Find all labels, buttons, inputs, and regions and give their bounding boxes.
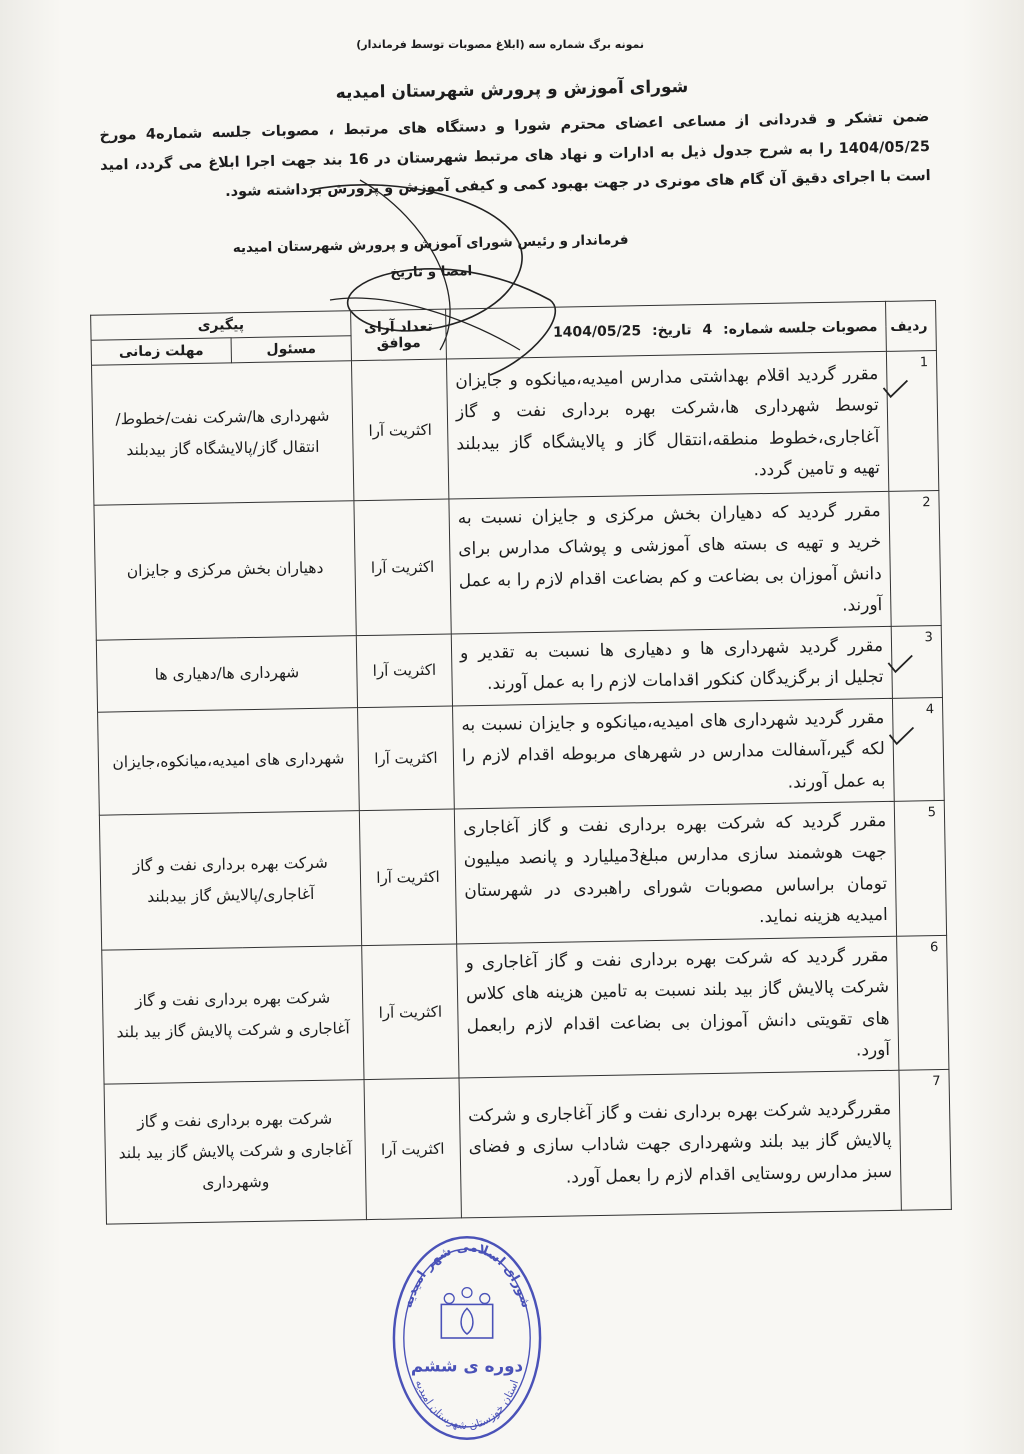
resolution-text: مقرر گردید اقلام بهداشتی مدارس امیدیه،میانکوه و جایزان توسط شهرداری ها،شرکت بهره برداری نفت و گاز آغاجاری،خطوط منطقه،انتقال گاز و پالایشگاه گاز بیدبلند تهیه و تامین گردد. bbox=[446, 351, 888, 499]
row-number: 6 bbox=[897, 935, 949, 1071]
row-number: 1 bbox=[886, 351, 938, 492]
sign-date-label: امضا و تاریخ bbox=[390, 263, 473, 282]
responsible-party: شهرداری ها/شرکت نفت/خطوط/انتقال گاز/پالایشگاه گاز بیدبلند bbox=[92, 361, 354, 506]
session-date: 1404/05/25 bbox=[552, 322, 642, 341]
responsible-party: شهرداری های امیدیه،میانکوه،جایزان bbox=[98, 707, 360, 815]
check-mark-icon bbox=[881, 377, 909, 399]
header-resolutions-label: مصوبات جلسه شماره: bbox=[722, 318, 878, 338]
table-row bbox=[99, 800, 946, 949]
responsible-party: دهیاران بخش مرکزی و جایزان bbox=[94, 501, 356, 640]
responsible-party: شرکت بهره برداری نفت و گاز آغاجاری و شرکت پالایش گاز بید بلند bbox=[102, 945, 364, 1084]
session-number: 4 bbox=[702, 321, 713, 338]
resolution-text: مقرر گردید شهرداری ها و دهیاری ها نسبت به تقدیر و تجلیل از برگزیدگان کنکور اقدامات لازم را به عمل آورند. bbox=[451, 626, 892, 706]
table-body bbox=[92, 351, 952, 1225]
council-title: شورای آموزش و پرورش شهرستان امیدیه bbox=[335, 76, 689, 104]
responsible-party: شهرداری ها/دهیاری ها bbox=[96, 635, 357, 711]
resolution-text: مقرر گردید که شرکت بهره برداری نفت و گاز آغاجاری و شرکت پالایش گاز بید بلند نسبت به تامین هزینه های کلاس های تقویتی دانش آموزان بی بضاعت اقدام لازم رابعمل آورد. bbox=[457, 936, 899, 1078]
seal-inner-text: دوره ی ششم bbox=[410, 1355, 524, 1376]
seal-bottom-text: استان خوزستان شهرستان امیدیه bbox=[412, 1378, 522, 1433]
header-followup: پیگیری bbox=[91, 311, 351, 341]
vote-count: اکثریت آرا bbox=[364, 1078, 461, 1220]
row-number: 4 bbox=[892, 697, 944, 801]
resolutions-table bbox=[90, 300, 952, 1225]
resolution-text: مقرر گردید که دهیاران بخش مرکزی و جایزان نسبت به خرید و تهیه ی بسته های آموزشی و پوشاک مدارس برای دانش آموزان بی بضاعت و کم بضاعت اقدام لازم را به عمل آورند. bbox=[449, 491, 891, 633]
row-number: 2 bbox=[889, 490, 941, 626]
vote-count: اکثریت آرا bbox=[351, 359, 448, 501]
header-responsible: مسئول bbox=[231, 336, 351, 363]
table-row bbox=[98, 697, 945, 815]
vote-count: اکثریت آرا bbox=[356, 634, 452, 708]
header-resolutions bbox=[446, 301, 887, 359]
check-mark-icon bbox=[887, 724, 915, 746]
table-row bbox=[104, 1070, 951, 1225]
svg-text:شورای اسلامی شهر امیدیه bbox=[401, 1240, 534, 1310]
header-votes: تعداد آرای موافق bbox=[351, 309, 447, 361]
row-number: 5 bbox=[894, 800, 946, 936]
intro-paragraph: ضمن تشکر و قدردانی از مساعی اعضای محترم شورا و دستگاه های مرتبط ، مصوبات جلسه شماره4 مورخ 1404/05/25 را به شرح جدول ذیل به ادارات و نهاد های مرتبط شهرستان در 16 بند جهت اجرا ابلاغ می گردد، امید است با اجرای دقیق آن گام های مونری در جهت بهبود کمی و کیفی آموزش و پرورش برداشته شود. bbox=[99, 108, 931, 201]
seal-emblem bbox=[441, 1288, 492, 1338]
seal-outer-text: شورای اسلامی شهر امیدیه bbox=[400, 1239, 534, 1310]
council-seal bbox=[388, 1232, 546, 1444]
table-row bbox=[102, 935, 949, 1084]
check-mark-icon bbox=[886, 652, 914, 674]
vote-count: اکثریت آرا bbox=[362, 944, 459, 1080]
signer-title: فرماندار و رئیس شورای آموزش و پرورش شهرستان امیدیه bbox=[232, 231, 629, 257]
form-label: نمونه برگ شماره سه (ابلاغ مصوبات توسط فرماندار) bbox=[356, 38, 644, 51]
row-number: 7 bbox=[899, 1070, 951, 1211]
table-row bbox=[94, 490, 941, 639]
row-number: 3 bbox=[891, 625, 942, 698]
date-label: تاریخ: bbox=[651, 321, 692, 339]
resolution-text: مقررگردید شرکت بهره برداری نفت و گاز آغاجاری و شرکت پالایش گاز بید بلند وشهرداری جهت شاداب سازی و فضای سبز مدارس روستایی اقدام لازم را بعمل آورد. bbox=[459, 1071, 901, 1219]
vote-count: اکثریت آرا bbox=[358, 706, 455, 811]
resolution-text: مقرر گردید شهرداری های امیدیه،میانکوه و جایزان نسبت به لکه گیر،آسفالت مدارس در شهرهای مربوطه اقدام لازم را به عمل آورند. bbox=[453, 698, 895, 809]
vote-count: اکثریت آرا bbox=[359, 809, 456, 945]
table-row bbox=[92, 351, 939, 506]
header-deadline: مهلت زمانی bbox=[91, 338, 231, 365]
vote-count: اکثریت آرا bbox=[354, 499, 451, 635]
resolution-text: مقرر گردید که شرکت بهره برداری نفت و گاز آغاجاری جهت هوشمند سازی مدارس مبلغ3میلیارد و پانصد میلیون تومان براساس مصوبات شورای راهبردی در شهرستان امیدیه هزینه نماید. bbox=[454, 801, 896, 943]
header-row-number: ردیف bbox=[886, 301, 937, 352]
responsible-party: شرکت بهره برداری نفت و گاز آغاجاری و شرکت پالایش گاز بید بلند وشهرداری bbox=[104, 1080, 366, 1225]
responsible-party: شرکت بهره برداری نفت و گاز آغاجاری/پالایش گاز بیدبلند bbox=[99, 811, 361, 950]
